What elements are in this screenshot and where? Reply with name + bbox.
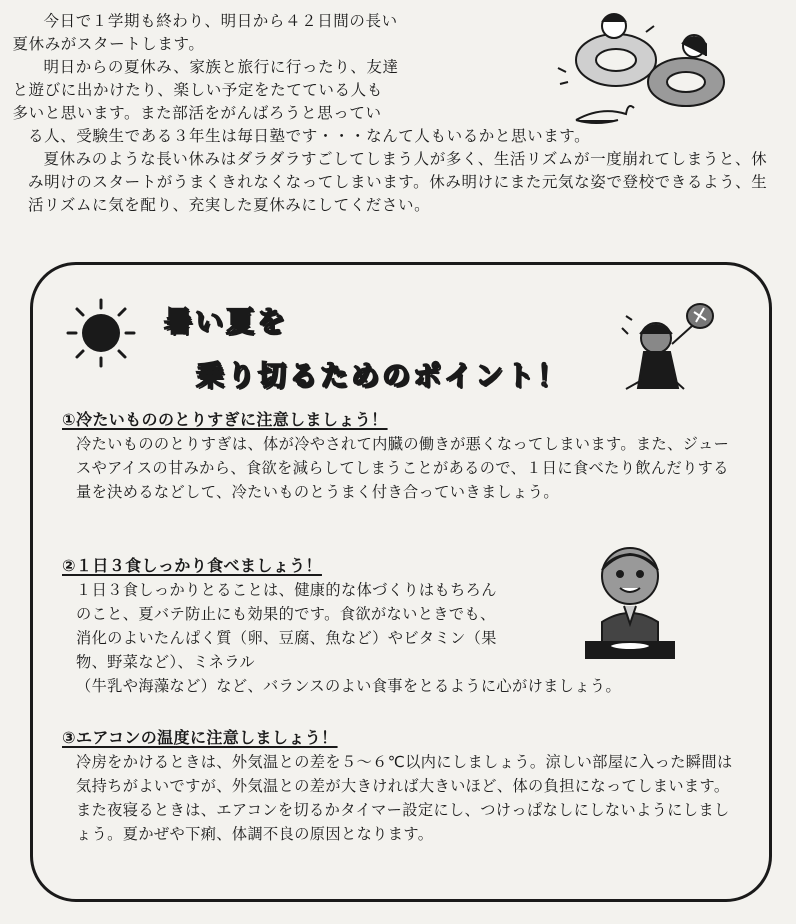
section-2-body: １日３食しっかりとることは、健康的な体づくりはもちろんのこと、夏バテ防止にも効果的です。食欲がないときでも、消化のよいたんぱく質（卵、豆腐、魚など）やビタミン（果物、野菜など）、ミネラル [76,581,497,671]
intro-line-5: 多いと思います。また部活をがんばろうと思ってい [12,104,382,122]
intro-line-1: 今日で１学期も終わり、明日から４２日間の長い [43,12,398,30]
section-3-heading: ③エアコンの温度に注意しましょう！ [62,728,338,747]
box-title [150,300,568,394]
box-title-line-1: 暑い夏を [164,305,289,338]
section-2-heading: ②１日３食しっかり食べましょう！ [62,556,322,575]
kids-swim-ring-illustration [556,2,736,137]
section-air-conditioner [62,726,742,846]
intro-line-2: 夏休みがスタートします。 [12,35,205,53]
intro-line-4: と遊びに出かけたり、楽しい予定をたてている人も [12,81,383,99]
intro-line-3: 明日からの夏休み、家族と旅行に行ったり、友達 [43,58,399,76]
section-1-heading: ①冷たいもののとりすぎに注意しましょう！ [62,410,388,429]
section-cold-food [62,408,742,504]
box-title-line-2: 乗り切るためのポイント！ [196,359,569,392]
intro-line-6: る人、受験生である３年生は毎日塾です・・・なんて人もいるかと思います。 [28,127,591,145]
intro-paragraph-2: 夏休みのような長い休みはダラダラすごしてしまう人が多く、生活リズムが一度崩れてしまうと、休み明けのスタートがうまくきれなくなってしまいます。休み明けにまた元気な姿で登校できるよう、生活リズムに気を配り、充実した夏休みにしてください。 [28,150,768,214]
section-1-body: 冷たいもののとりすぎは、体が冷やされて内臓の働きが悪くなってしまいます。また、ジュースやアイスの甘みから、食欲を減らしてしまうことがあるので、１日に食べたり飲んだりする量を決めるなどして、冷たいものとうまく付き合っていきましょう。 [76,435,730,501]
section-3-body: 冷房をかけるときは、外気温との差を５～６℃以内にしましょう。涼しい部屋に入った瞬間は気持ちがよいですが、外気温との差が大きければ大きいほど、体の負担になってしまいます。また夜寝るときは、エアコンを切るかタイマー設定にし、つけっぱなしにしないようにしましょう。夏かぜや下痢、体調不良の原因となります。 [76,753,733,843]
section-2-body-end: （牛乳や海藻など）など、バランスのよい食事をとるように心がけましょう。 [76,677,622,695]
girl-with-fan-illustration [612,294,732,394]
sun-icon [66,298,136,368]
boy-eating-illustration [580,534,680,664]
